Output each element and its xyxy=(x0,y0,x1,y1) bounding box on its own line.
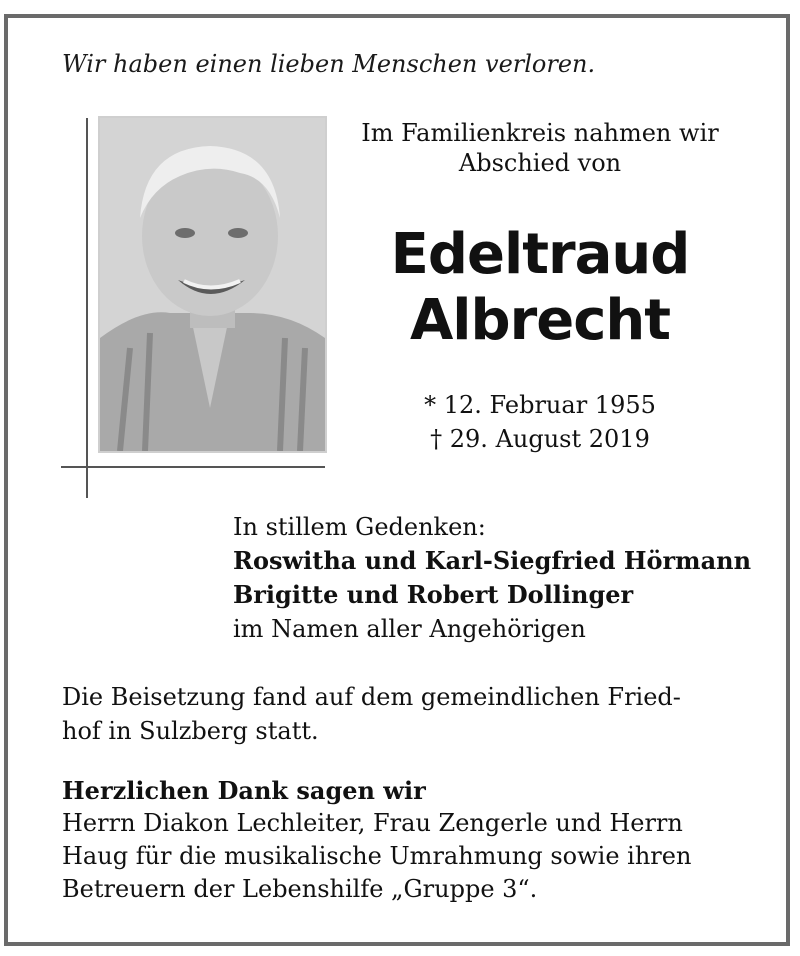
funeral-info xyxy=(62,680,742,748)
announcement xyxy=(335,118,745,178)
first-name: Edeltraud xyxy=(390,222,690,287)
funeral-line: Die Beisetzung fand auf dem gemeindlichen Fried- xyxy=(62,683,681,711)
thanks-line: Herrn Diakon Lechleiter, Frau Zengerle und Herrn xyxy=(62,809,683,837)
announcement-line: Abschied von xyxy=(458,149,622,177)
life-dates xyxy=(335,388,745,456)
thanks-heading: Herzlichen Dank sagen wir xyxy=(62,776,426,805)
last-name: Albrecht xyxy=(409,288,671,353)
thanks-line: Haug für die musikalische Umrahmung sowie ihren xyxy=(62,842,692,870)
portrait-photo xyxy=(100,118,325,451)
thanks-line: Betreuern der Lebenshilfe „Gruppe 3“. xyxy=(62,875,538,903)
horizontal-rule xyxy=(61,466,325,468)
thanks-section xyxy=(62,774,762,906)
birth-date: * 12. Februar 1955 xyxy=(424,391,656,419)
death-date: † 29. August 2019 xyxy=(430,425,650,453)
funeral-line: hof in Sulzberg statt. xyxy=(62,717,319,745)
deceased-name xyxy=(335,222,745,354)
family-names: Brigitte und Robert Dollinger xyxy=(233,580,634,609)
family-names: Roswitha und Karl-Siegfried Hörmann xyxy=(233,546,752,575)
vertical-rule xyxy=(86,118,88,498)
memory-section xyxy=(233,510,751,646)
memory-heading: In stillem Gedenken: xyxy=(233,513,486,541)
intro-text: Wir haben einen lieben Menschen verloren. xyxy=(62,50,596,78)
announcement-line: Im Familienkreis nahmen wir xyxy=(361,119,719,147)
memory-closing: im Namen aller Angehörigen xyxy=(233,615,586,643)
